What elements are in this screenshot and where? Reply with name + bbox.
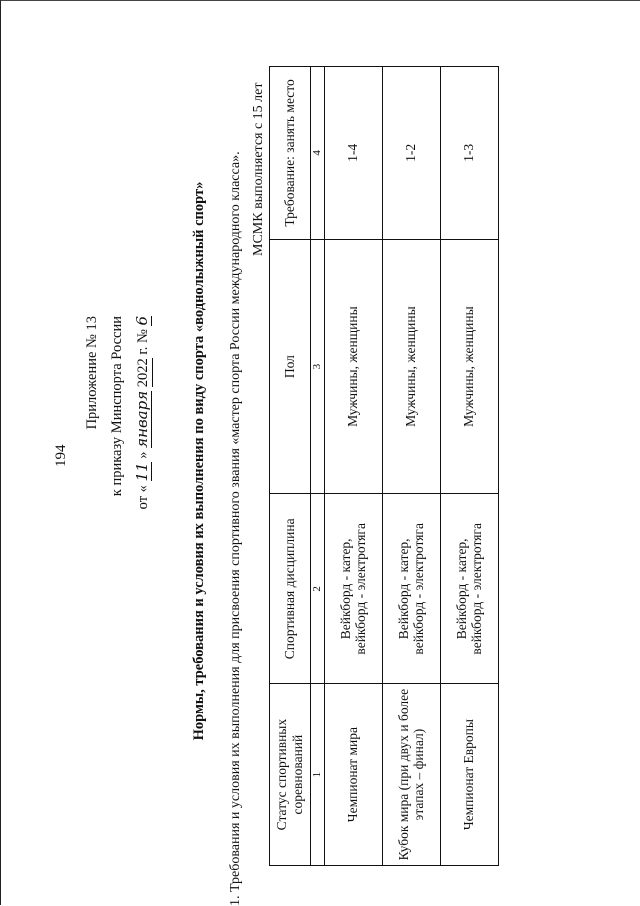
row-sex: Мужчины, женщины — [382, 239, 440, 494]
requirements-paragraph: 1. Требования и условия их выполнения для присвоения спортивного звания «мастер спорта России международного класса». — [228, 151, 243, 906]
annex-date-line — [133, 316, 153, 509]
header-status: Статус спортивных соревнований — [270, 684, 311, 866]
col-number-4: 4 — [311, 67, 325, 240]
norms-table — [269, 66, 499, 866]
col-number-2: 2 — [311, 494, 325, 684]
age-requirement-note: МСМК выполняется с 15 лет — [251, 82, 266, 256]
discipline-line-1: Вейкборд - катер, — [395, 538, 411, 640]
header-place: Требование: занять место — [270, 67, 311, 240]
table-row — [440, 67, 498, 866]
rotated-content — [1, 1, 640, 906]
date-year: 2022 — [135, 358, 151, 388]
discipline-line-2: вейкборд - электротяга — [411, 523, 427, 655]
row-place: 1-3 — [440, 67, 498, 240]
col-number-1: 1 — [311, 684, 325, 866]
row-discipline — [440, 494, 498, 684]
row-place: 1-4 — [324, 67, 382, 240]
col-number-3: 3 — [311, 239, 325, 494]
discipline-line-1: Вейкборд - катер, — [453, 538, 469, 640]
row-status: Чемпионат мира — [324, 684, 382, 866]
annex-number: Приложение № 13 — [84, 316, 100, 430]
row-discipline — [382, 494, 440, 684]
table-row — [324, 67, 382, 866]
status-line-2: этапах – финал) — [411, 728, 427, 821]
date-mid: » — [135, 451, 151, 459]
header-discipline: Спортивная дисциплина — [270, 494, 311, 684]
table-header-row — [270, 67, 311, 866]
annex-order-ref: к приказу Минспорта России — [109, 316, 125, 497]
row-discipline — [324, 494, 382, 684]
discipline-line-1: Вейкборд - катер, — [337, 538, 353, 640]
order-number: 6 — [133, 316, 151, 326]
row-status: Чемпионат Европы — [440, 684, 498, 866]
date-prefix: от « — [135, 485, 151, 510]
date-month: января — [133, 390, 151, 448]
discipline-line-2: вейкборд - электротяга — [353, 523, 369, 655]
document-title: Нормы, требования и условия их выполнения по виду спорта «воднолыжный спорт» — [191, 181, 207, 741]
row-sex: Мужчины, женщины — [440, 239, 498, 494]
table-row — [382, 67, 440, 866]
column-number-row — [311, 67, 325, 866]
page-number: 194 — [53, 444, 69, 467]
header-sex: Пол — [270, 239, 311, 494]
status-line-1: Кубок мира (при двух и более — [395, 688, 411, 861]
discipline-line-2: вейкборд - электротяга — [469, 523, 485, 655]
row-sex: Мужчины, женщины — [324, 239, 382, 494]
row-status — [382, 684, 440, 866]
row-place: 1-2 — [382, 67, 440, 240]
order-suffix: г. № — [135, 329, 151, 355]
date-day: 11 — [133, 462, 151, 482]
